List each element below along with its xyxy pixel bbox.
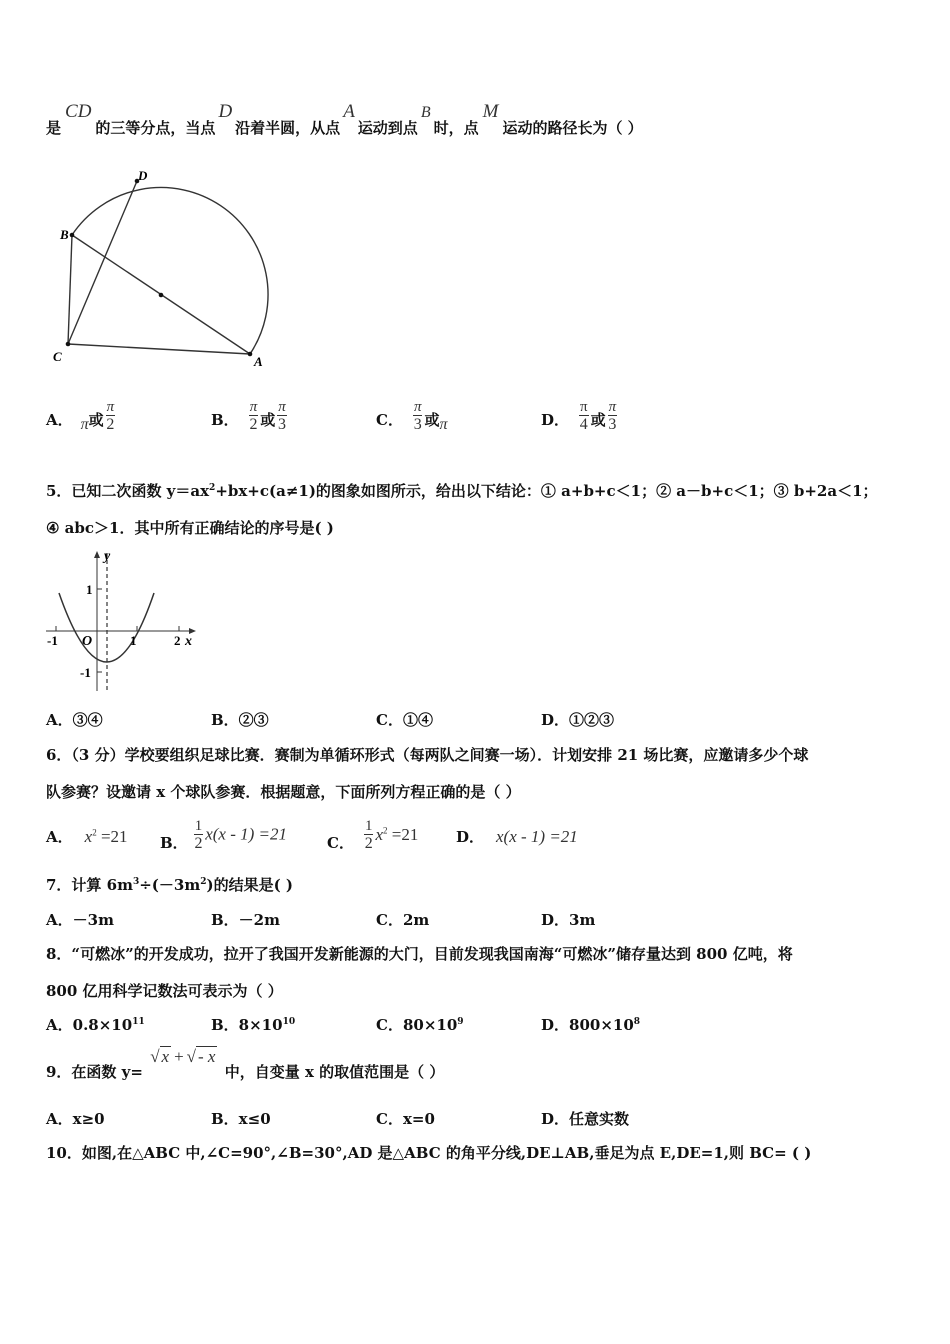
q7-text-a: 7．计算 6m bbox=[46, 876, 133, 894]
q7-text-b: ÷(－3m bbox=[139, 876, 201, 894]
radicand: - x bbox=[198, 1047, 216, 1066]
q8-stem-line-1: 8．“可燃冰”的开发成功，拉开了我国开发新能源的大门，目前发现我国南海“可燃冰”储存量达到 800 亿吨，将 bbox=[46, 945, 793, 963]
q7-sup-1: 3 bbox=[132, 877, 140, 887]
q4-option-d bbox=[541, 399, 619, 434]
q5-option-a: A．③④ bbox=[46, 711, 103, 729]
q4-text-3: 运动到点 bbox=[357, 119, 418, 137]
numerator: π bbox=[106, 399, 115, 415]
q4-option-a-frac bbox=[106, 399, 116, 434]
q4-option-c-frac bbox=[413, 399, 423, 434]
denominator: 3 bbox=[608, 416, 617, 433]
q6-stem-line-2: 队参赛？设邀请 x 个球队参赛．根据题意，下面所列方程正确的是（ ） bbox=[46, 783, 521, 801]
q4-option-c-pi: π bbox=[439, 415, 448, 433]
q8-option-b-exp: 10 bbox=[282, 1017, 296, 1027]
q4-option-b-frac-2 bbox=[277, 399, 287, 434]
q5-sup: 2 bbox=[209, 483, 216, 493]
label-b: B bbox=[60, 227, 69, 242]
q4-text-4: 时，点 bbox=[433, 119, 479, 137]
q6-option-c bbox=[327, 818, 418, 853]
q4-option-a-label: A． bbox=[46, 410, 73, 429]
q8-option-c bbox=[376, 1014, 464, 1035]
q5-text-b: +bx+c(a≠1)的图象如图所示，给出以下结论：① a+b+c＜1；② a－b+c＜1；③ b+2a＜1； bbox=[215, 482, 878, 500]
q4-b: B bbox=[420, 104, 431, 121]
q8-option-a-text: A．0.8×10 bbox=[46, 1016, 133, 1034]
q8-option-d bbox=[541, 1014, 640, 1035]
q4-option-b-or: 或 bbox=[260, 410, 276, 429]
exp: 2 bbox=[383, 824, 388, 835]
q9-plus: + bbox=[174, 1047, 184, 1066]
tick-label-y-minus-1: -1 bbox=[80, 665, 91, 680]
q6-option-a-expr bbox=[85, 827, 128, 846]
var-x: x bbox=[84, 827, 93, 846]
q4-option-b bbox=[211, 399, 289, 434]
q5-option-d: D．①②③ bbox=[541, 711, 615, 729]
label-d: D bbox=[138, 168, 148, 183]
q7-stem bbox=[46, 874, 293, 895]
q7-option-d: D．3m bbox=[541, 911, 596, 929]
q4-option-a-or: 或 bbox=[88, 410, 104, 429]
q4-option-a bbox=[46, 399, 117, 434]
q6-option-a bbox=[46, 818, 128, 846]
q4-option-d-frac-1 bbox=[579, 399, 589, 434]
q5-stem-line-1 bbox=[46, 480, 878, 501]
q6-option-a-label: A． bbox=[46, 828, 73, 846]
q8-option-d-text: D．800×10 bbox=[541, 1016, 634, 1034]
q8-stem-line-2: 800 亿用科学记数法可表示为（ ） bbox=[46, 982, 283, 1000]
q6-option-d bbox=[456, 818, 578, 846]
tick-label-y-1: 1 bbox=[86, 582, 93, 597]
q4-option-c-label: C． bbox=[376, 410, 403, 429]
numerator: π bbox=[413, 399, 422, 415]
q6-option-d-label: D． bbox=[456, 828, 485, 846]
point-c bbox=[66, 342, 71, 347]
tick-label-x-minus-1: -1 bbox=[47, 633, 58, 648]
q4-option-b-label: B． bbox=[211, 410, 239, 429]
q4-d: D bbox=[218, 101, 233, 122]
y-axis-arrow-icon bbox=[94, 551, 100, 558]
q5-option-b: B．②③ bbox=[211, 711, 269, 729]
q8-option-a-exp: 11 bbox=[132, 1017, 145, 1027]
denominator: 2 bbox=[194, 835, 203, 852]
q6-option-b-expr: x(x - 1) =21 bbox=[205, 824, 287, 844]
radical-icon: √ bbox=[150, 1047, 160, 1066]
point-a bbox=[248, 352, 253, 357]
q4-prefix: 是 bbox=[46, 119, 62, 137]
q9-stem bbox=[46, 1046, 444, 1080]
q7-sup-2: 2 bbox=[200, 877, 207, 887]
q4-text-1: 的三等分点，当点 bbox=[95, 119, 216, 137]
q7-option-c: C．2m bbox=[376, 911, 430, 929]
q4-option-d-or: 或 bbox=[590, 410, 606, 429]
denominator: 3 bbox=[277, 416, 286, 433]
var-x: x bbox=[375, 824, 383, 844]
denominator: 2 bbox=[106, 416, 115, 433]
q9-prefix: 9．在函数 y= bbox=[46, 1063, 143, 1081]
point-center bbox=[159, 293, 164, 298]
denominator: 2 bbox=[364, 835, 373, 852]
label-a: A bbox=[254, 354, 263, 369]
q7-option-a: A．－3m bbox=[46, 911, 114, 929]
q10-stem: 10．如图,在△ABC 中,∠C=90°,∠B=30°,AD 是△ABC 的角平分线,DE⊥AB,垂足为点 E,DE=1,则 BC= ( ) bbox=[46, 1144, 812, 1162]
q5-option-c: C．①④ bbox=[376, 711, 433, 729]
y-label: y bbox=[104, 549, 111, 564]
x-label: x bbox=[185, 634, 192, 649]
origin-label: O bbox=[82, 634, 93, 649]
q4-m: M bbox=[482, 101, 499, 122]
q5-stem-line-2: ④ abc＞1．其中所有正确结论的序号是( ) bbox=[46, 519, 334, 537]
q9-sqrt-2 bbox=[187, 1046, 218, 1066]
q6-option-b bbox=[160, 818, 287, 853]
q8-option-b bbox=[211, 1014, 295, 1035]
semicircle-arc bbox=[72, 187, 268, 354]
q6-option-c-frac bbox=[364, 818, 374, 853]
q9-option-a: A．x≥0 bbox=[46, 1110, 105, 1128]
q4-stem bbox=[46, 103, 643, 143]
q4-semicircle-figure bbox=[50, 168, 280, 378]
q7-option-b: B．－2m bbox=[211, 911, 280, 929]
q9-option-d: D．任意实数 bbox=[541, 1110, 630, 1128]
q9-suffix: 中，自变量 x 的取值范围是（ ） bbox=[224, 1063, 445, 1081]
rest: =21 bbox=[96, 827, 128, 846]
point-b bbox=[70, 233, 75, 238]
q6-option-c-label: C． bbox=[327, 833, 354, 852]
numerator: 1 bbox=[364, 818, 373, 834]
segment-bc bbox=[68, 235, 72, 344]
rest: =21 bbox=[387, 824, 419, 844]
q4-option-b-frac-1 bbox=[249, 399, 259, 434]
q5-parabola-graph bbox=[44, 548, 204, 693]
q4-option-d-frac-2 bbox=[608, 399, 618, 434]
label-c: C bbox=[53, 349, 62, 364]
q4-text-2: 沿着半圆，从点 bbox=[235, 119, 341, 137]
q4-cd: CD bbox=[65, 101, 92, 122]
q8-option-c-text: C．80×10 bbox=[376, 1016, 458, 1034]
numerator: π bbox=[580, 399, 588, 415]
q7-text-c: )的结果是( ) bbox=[206, 876, 293, 894]
numerator: π bbox=[608, 399, 617, 415]
denominator: 3 bbox=[413, 416, 422, 433]
q4-option-c-or: 或 bbox=[424, 410, 440, 429]
tick-label-x-2: 2 bbox=[174, 633, 181, 648]
q9-option-c: C．x=0 bbox=[376, 1110, 435, 1128]
q6-option-c-expr bbox=[375, 825, 418, 844]
q6-option-b-label: B． bbox=[160, 833, 188, 852]
q6-option-d-expr: x(x - 1) =21 bbox=[496, 827, 578, 846]
denominator: 2 bbox=[249, 416, 258, 433]
numerator: π bbox=[278, 399, 286, 415]
q4-option-c bbox=[376, 399, 448, 434]
q8-option-b-text: B．8×10 bbox=[211, 1016, 283, 1034]
q8-option-d-exp: 8 bbox=[633, 1017, 641, 1027]
numerator: 1 bbox=[194, 818, 203, 834]
numerator: π bbox=[249, 399, 258, 415]
radicand: x bbox=[161, 1047, 170, 1066]
q4-text-5: 运动的路径长为（ ） bbox=[502, 119, 643, 137]
q4-option-a-pi: π bbox=[80, 415, 89, 433]
q4-a: A bbox=[343, 101, 355, 122]
q8-option-a bbox=[46, 1014, 145, 1035]
q4-option-d-label: D． bbox=[541, 410, 570, 429]
tick-label-x-1: 1 bbox=[130, 633, 137, 648]
q5-text-a: 5．已知二次函数 y＝ax bbox=[46, 482, 210, 500]
q9-sqrt-1 bbox=[150, 1047, 171, 1066]
q6-option-b-frac bbox=[194, 818, 204, 853]
radical-icon: √ bbox=[186, 1047, 197, 1066]
q8-option-c-exp: 9 bbox=[457, 1017, 464, 1027]
q9-option-b: B．x≤0 bbox=[211, 1110, 271, 1128]
segment-ca bbox=[68, 344, 250, 354]
q6-stem-line-1: 6．（3 分）学校要组织足球比赛．赛制为单循环形式（每两队之间赛一场）．计划安排 21 场比赛，应邀请多少个球 bbox=[46, 746, 809, 764]
denominator: 4 bbox=[579, 416, 588, 433]
exp: 2 bbox=[92, 827, 97, 838]
